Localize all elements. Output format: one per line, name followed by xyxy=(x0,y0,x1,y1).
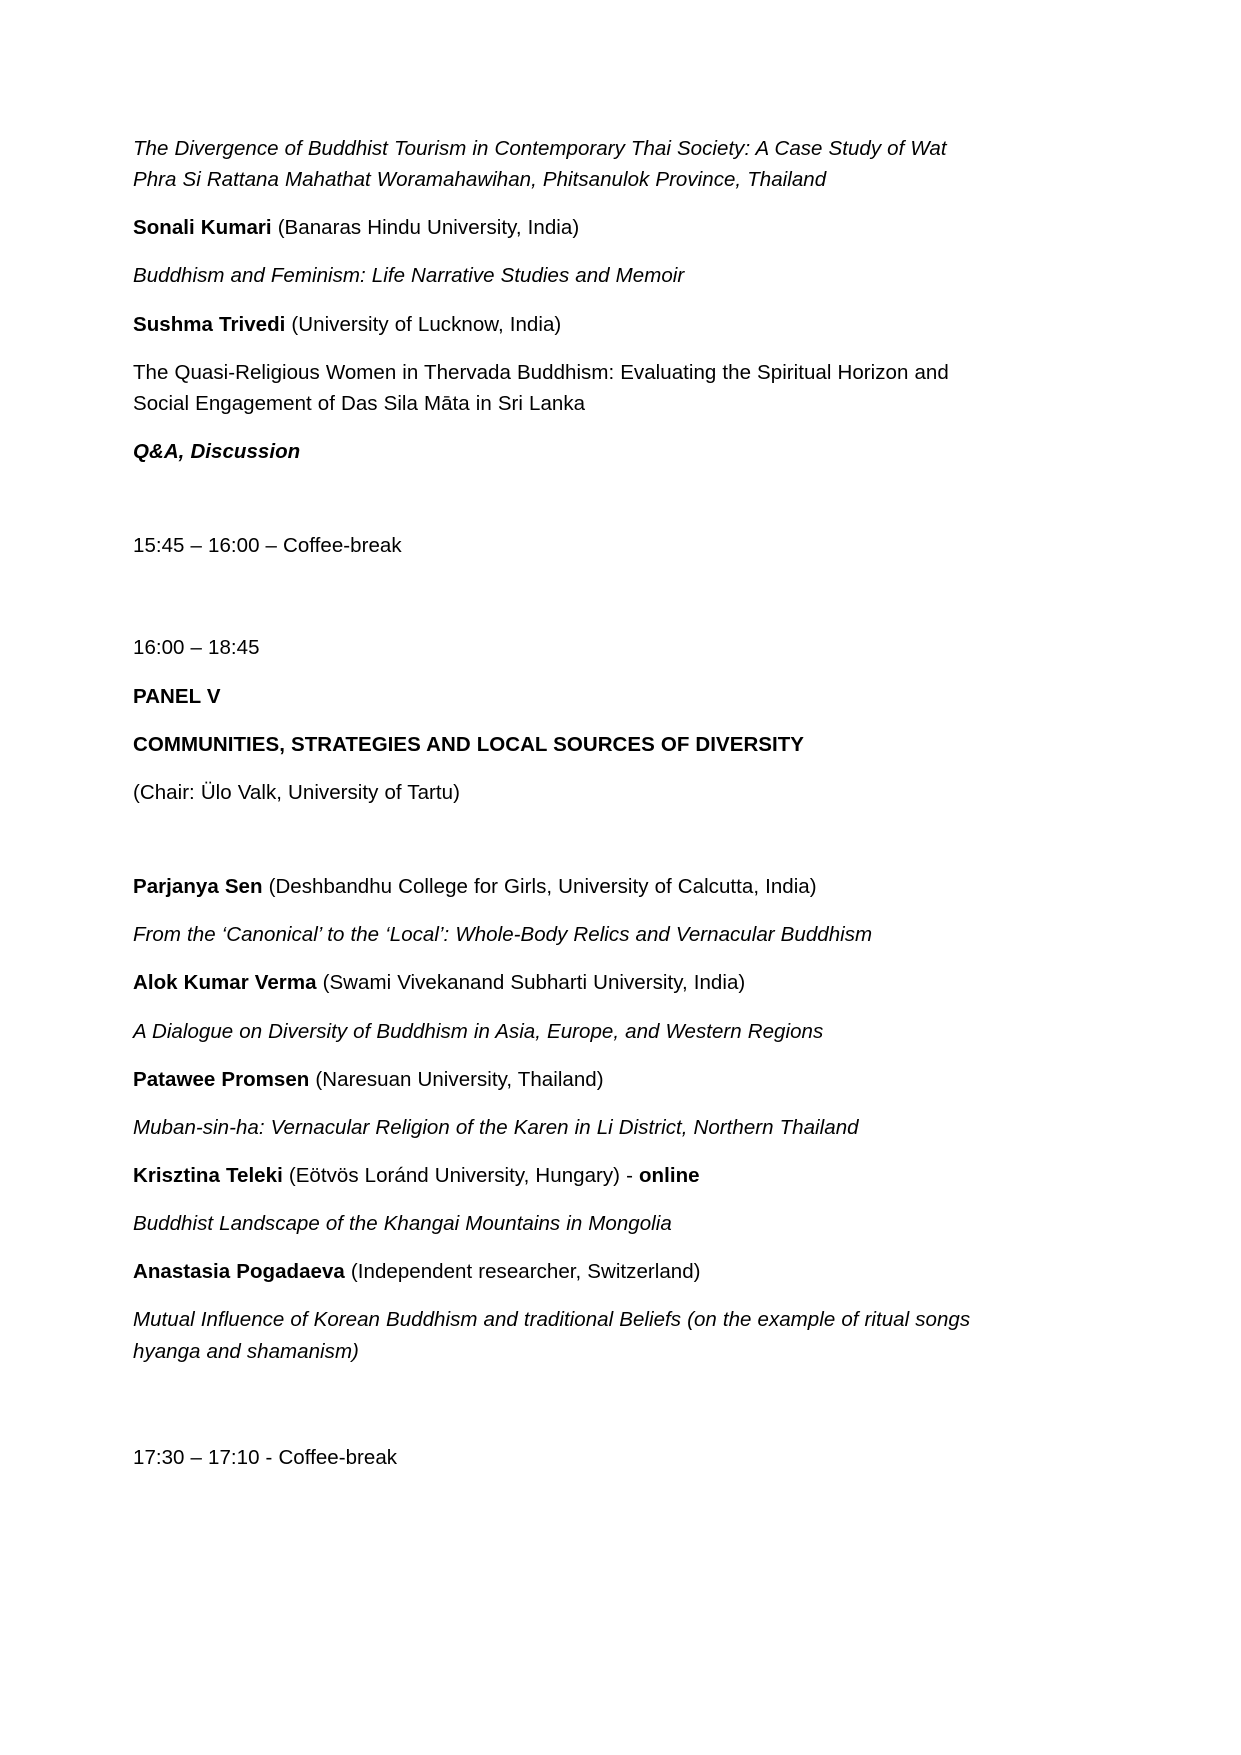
qa-discussion: Q&A, Discussion xyxy=(133,440,301,464)
talk-title-wat-phra: The Divergence of Buddhist Tourism in Contemporary Thai Society: A Case Study of Wat Phra Si Rattana Mahathat Woramahawihan, Phitsanulok Province, Thailand xyxy=(133,137,947,192)
talk-title-khangai-mountains: Buddhist Landscape of the Khangai Mountains in Mongolia xyxy=(133,1212,672,1236)
speaker-patawee-promsen xyxy=(133,1064,978,1095)
panel-v-number: PANEL V xyxy=(133,684,221,708)
talk-title-quasi-religious-women: The Quasi-Religious Women in Thervada Buddhism: Evaluating the Spiritual Horizon and Social Engagement of Das Sila Māta in Sri Lanka xyxy=(133,360,949,415)
coffee-break-1: 15:45 – 16:00 – Coffee-break xyxy=(133,534,402,558)
section-spacer xyxy=(133,578,978,632)
speaker-affiliation: (Independent researcher, Switzerland) xyxy=(344,1260,701,1284)
speaker-name: Alok Kumar Verma xyxy=(133,971,317,995)
speaker-affiliation: (Swami Vivekanand Subharti University, India) xyxy=(316,971,746,995)
speaker-affiliation: (University of Lucknow, India) xyxy=(285,312,562,336)
speaker-krisztina-teleki xyxy=(133,1160,978,1191)
speaker-name: Sonali Kumari xyxy=(133,216,272,240)
speaker-mode-separator: - xyxy=(620,1163,639,1187)
speaker-name: Parjanya Sen xyxy=(133,875,263,899)
panel-v-title: COMMUNITIES, STRATEGIES AND LOCAL SOURCES OF DIVERSITY xyxy=(133,732,805,756)
talk-title-canonical-local: From the ‘Canonical’ to the ‘Local’: Whole-Body Relics and Vernacular Buddhism xyxy=(133,923,873,947)
speaker-sushma-trivedi xyxy=(133,309,978,340)
speaker-affiliation: (Deshbandhu College for Girls, University of Calcutta, India) xyxy=(262,875,817,899)
speaker-sonali-kumari xyxy=(133,212,978,243)
speaker-name: Sushma Trivedi xyxy=(133,312,286,336)
speaker-anastasia-pogadaeva xyxy=(133,1256,978,1287)
document-body xyxy=(133,133,978,1473)
talk-title-muban-sin-ha: Muban-sin-ha: Vernacular Religion of the Karen in Li District, Northern Thailand xyxy=(133,1115,859,1139)
panel-v-chair: (Chair: Ülo Valk, University of Tartu) xyxy=(133,780,460,804)
talk-title-korean-buddhism: Mutual Influence of Korean Buddhism and traditional Beliefs (on the example of ritual songs hyanga and shamanism) xyxy=(133,1308,971,1363)
section-spacer xyxy=(133,825,978,871)
speaker-alok-kumar-verma xyxy=(133,967,978,998)
speaker-mode-badge: online xyxy=(639,1163,700,1187)
speaker-name: Anastasia Pogadaeva xyxy=(133,1260,345,1284)
talk-title-dialogue-diversity: A Dialogue on Diversity of Buddhism in Asia, Europe, and Western Regions xyxy=(133,1019,824,1043)
speaker-name: Patawee Promsen xyxy=(133,1067,310,1091)
section-spacer xyxy=(133,484,978,530)
speaker-affiliation: (Eötvös Loránd University, Hungary) xyxy=(282,1163,621,1187)
section-spacer xyxy=(133,1384,978,1442)
speaker-affiliation: (Banaras Hindu University, India) xyxy=(271,216,580,240)
speaker-name: Krisztina Teleki xyxy=(133,1163,283,1187)
speaker-parjanya-sen xyxy=(133,871,978,902)
coffee-break-2: 17:30 – 17:10 - Coffee-break xyxy=(133,1445,398,1469)
talk-title-buddhism-feminism: Buddhism and Feminism: Life Narrative Studies and Memoir xyxy=(133,264,685,288)
panel-v-time: 16:00 – 18:45 xyxy=(133,636,260,660)
speaker-affiliation: (Naresuan University, Thailand) xyxy=(309,1067,604,1091)
